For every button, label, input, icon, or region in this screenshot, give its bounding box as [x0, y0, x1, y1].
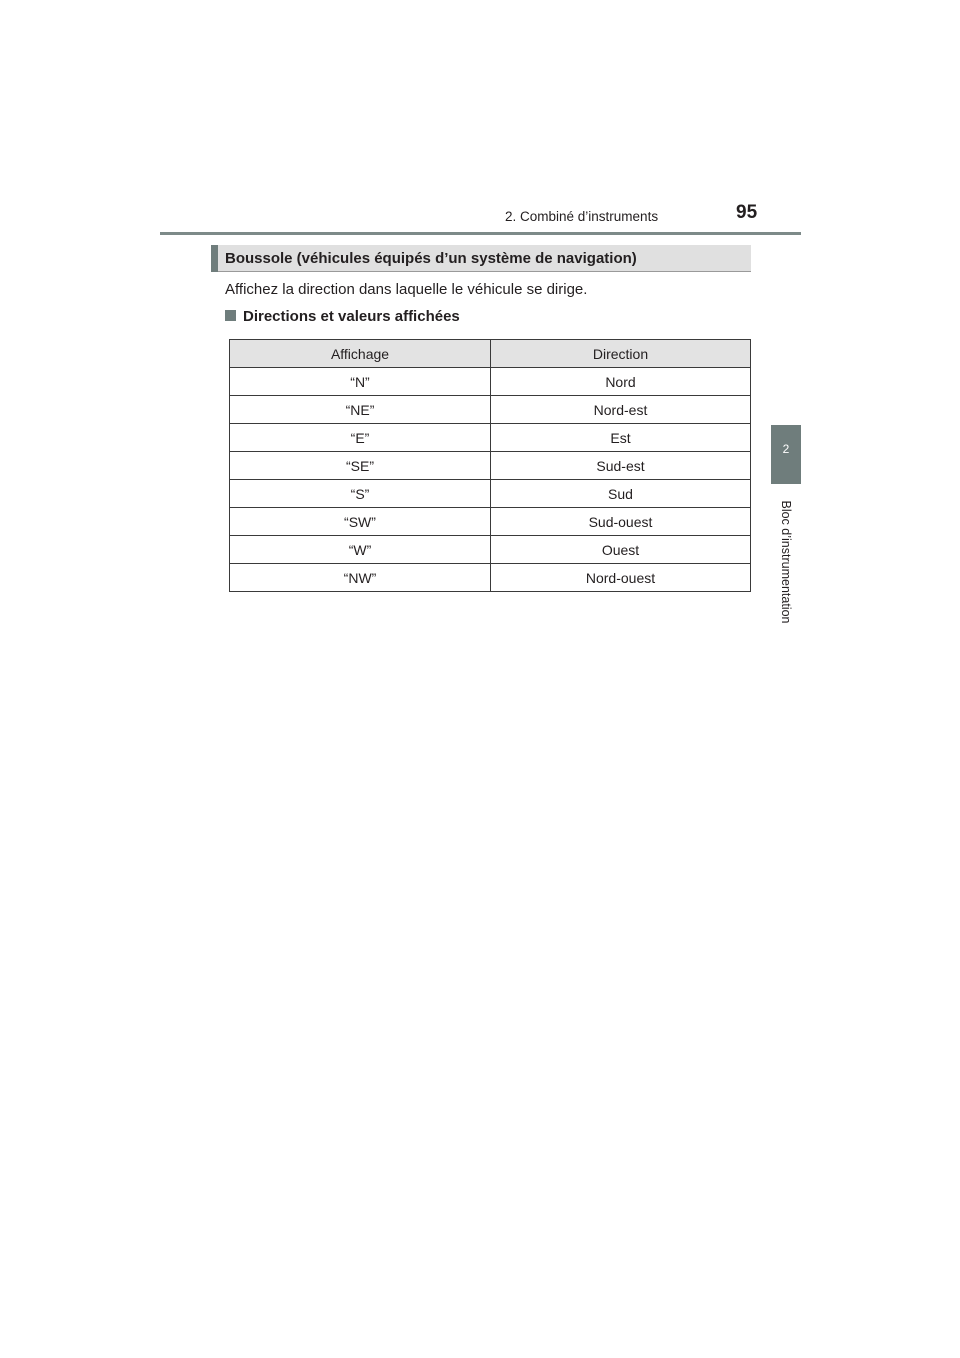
- section-accent: [211, 245, 218, 272]
- table-row: [230, 396, 751, 424]
- chapter-tab-label: Bloc d’instrumentation: [779, 500, 793, 624]
- direction-cell: Nord: [491, 368, 751, 396]
- direction-cell: Sud-est: [491, 452, 751, 480]
- table-row: [230, 564, 751, 592]
- intro-text: Affichez la direction dans laquelle le véhicule se dirige.: [225, 281, 588, 298]
- display-cell: “W”: [230, 536, 491, 564]
- direction-cell: Est: [491, 424, 751, 452]
- display-cell: “E”: [230, 424, 491, 452]
- table-row: [230, 424, 751, 452]
- direction-cell: Nord-est: [491, 396, 751, 424]
- column-header-direction: Direction: [491, 340, 751, 368]
- display-cell: “N”: [230, 368, 491, 396]
- subheading-text: Directions et valeurs affichées: [243, 308, 460, 325]
- direction-cell: Nord-ouest: [491, 564, 751, 592]
- display-cell: “SW”: [230, 508, 491, 536]
- subheading: [225, 308, 460, 325]
- table-row: [230, 508, 751, 536]
- column-header-display: Affichage: [230, 340, 491, 368]
- section-header: [211, 245, 751, 272]
- header-rule: [160, 232, 801, 235]
- table-row: [230, 536, 751, 564]
- direction-cell: Sud-ouest: [491, 508, 751, 536]
- table-row: [230, 480, 751, 508]
- display-cell: “S”: [230, 480, 491, 508]
- page-number: 95: [736, 202, 758, 223]
- chapter-title: 2. Combiné d’instruments: [505, 209, 659, 224]
- display-cell: “NE”: [230, 396, 491, 424]
- table-row: [230, 452, 751, 480]
- chapter-tab: [771, 425, 801, 484]
- directions-table: [229, 339, 751, 592]
- chapter-tab-number: 2: [782, 442, 790, 456]
- direction-cell: Ouest: [491, 536, 751, 564]
- display-cell: “NW”: [230, 564, 491, 592]
- square-bullet-icon: [225, 310, 236, 321]
- table-row: [230, 368, 751, 396]
- direction-cell: Sud: [491, 480, 751, 508]
- section-title: Boussole (véhicules équipés d’un système de navigation): [225, 250, 637, 267]
- table-header-row: [230, 340, 751, 368]
- display-cell: “SE”: [230, 452, 491, 480]
